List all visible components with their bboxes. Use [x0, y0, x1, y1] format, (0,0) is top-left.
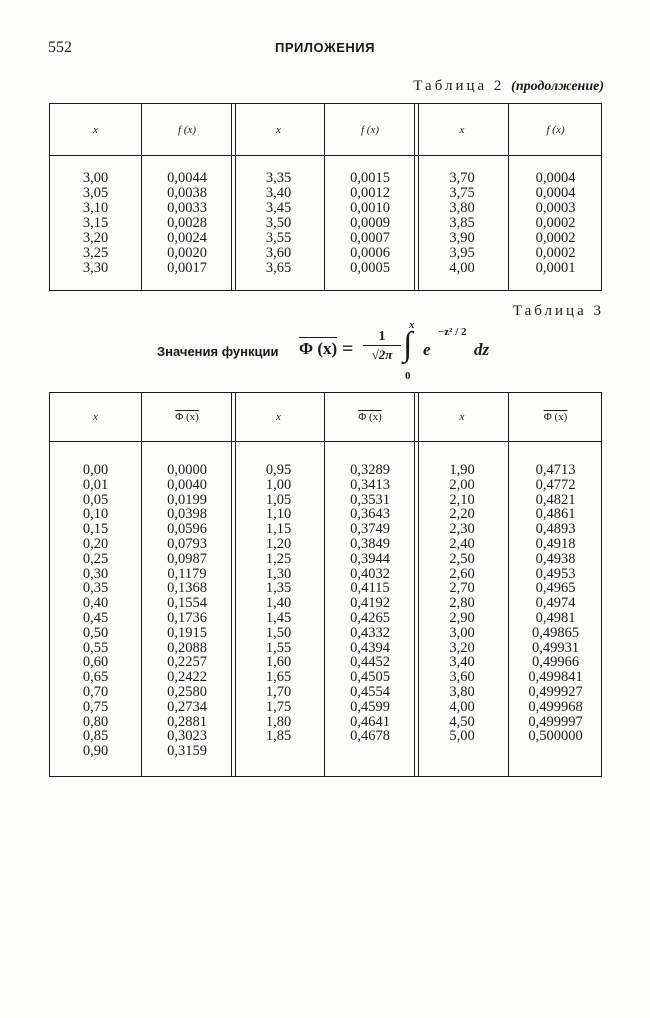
table-cell: 3,30 [82, 260, 109, 276]
table-cell: 0,4953 [535, 565, 576, 582]
table-column [508, 171, 603, 276]
table-cell: 0,00 [82, 462, 109, 478]
table-cell: 0,75 [82, 698, 109, 715]
table-column [416, 463, 508, 744]
column-header: f (x) [177, 123, 196, 136]
table-cell: 0,2734 [167, 698, 207, 715]
table-cell: 0,49865 [531, 624, 580, 641]
table-cell: 1,35 [265, 580, 292, 597]
table-cell: 3,90 [449, 230, 475, 246]
table-cell: 0,50 [82, 624, 109, 641]
table-column [233, 171, 324, 276]
table-cell: 0,0596 [167, 521, 207, 538]
table-cell: 0,0017 [167, 260, 207, 276]
table3-caption: Таблица 3 [512, 303, 604, 319]
table-cell: 0,499841 [528, 669, 583, 686]
table-cell: 3,60 [265, 245, 292, 261]
table-cell: 0,4115 [350, 580, 390, 597]
column-header: x [276, 411, 281, 423]
table-cell: 0,10 [82, 506, 109, 523]
table-cell: 0,55 [82, 639, 109, 656]
table-cell: 0,0038 [167, 185, 207, 201]
integral-lower-limit: 0 [405, 370, 411, 382]
table-cell: 0,3289 [350, 462, 390, 478]
formula-exp-base: e [423, 340, 431, 359]
table-cell: 0,500000 [528, 728, 583, 745]
table-cell: 0,3413 [350, 476, 390, 493]
table-cell: 0,0199 [167, 491, 207, 508]
table-cell: 0,49931 [531, 639, 580, 656]
table-cell: 3,05 [82, 185, 109, 201]
table-column [416, 171, 508, 276]
table-cell: 1,10 [265, 506, 292, 523]
table-cell: 0,40 [82, 595, 109, 612]
table-cell: 0,0020 [167, 245, 207, 261]
table-cell: 3,45 [265, 200, 292, 216]
table-cell: 0,0015 [350, 170, 390, 186]
table-cell: 0,0002 [535, 245, 576, 261]
table-cell: 0,4713 [535, 462, 576, 478]
table-cell: 4,50 [449, 713, 475, 730]
formula-equals: = [342, 338, 354, 360]
table-cell: 0,95 [265, 462, 292, 478]
table2-caption-cont: (продолжение) [511, 79, 604, 94]
table-cell: 1,40 [265, 595, 292, 612]
table-cell: 0,4505 [350, 669, 390, 686]
table-cell: 0,1915 [167, 624, 207, 641]
table-cell: 1,15 [265, 521, 292, 538]
table-cell: 3,75 [449, 185, 475, 201]
table-cell: 5,00 [449, 728, 475, 745]
table-cell: 3,40 [449, 654, 475, 671]
table-cell: 0,80 [82, 713, 109, 730]
table-cell: 0,1179 [167, 565, 207, 582]
table-cell: 0,0000 [167, 462, 207, 478]
table-cell: 0,0009 [350, 215, 390, 231]
table-cell: 0,4394 [350, 639, 390, 656]
table-cell: 3,65 [265, 260, 292, 276]
table-3 [49, 392, 602, 777]
table-cell: 0,0004 [535, 170, 576, 186]
column-header: Φ (x) [175, 411, 199, 423]
table-cell: 0,3159 [167, 743, 207, 760]
table-cell: 0,0006 [350, 245, 390, 261]
table-cell: 0,05 [82, 491, 109, 508]
table-2 [49, 103, 602, 291]
table3-title-formula [157, 319, 497, 385]
table-cell: 0,3944 [350, 550, 390, 567]
table-cell: 1,25 [265, 550, 292, 567]
table-cell: 0,4821 [535, 491, 576, 508]
table-cell: 0,0040 [167, 476, 207, 493]
table-column [324, 463, 416, 744]
table-cell: 2,10 [449, 491, 475, 508]
table-cell: 0,0004 [535, 185, 576, 201]
table-cell: 0,0012 [350, 185, 390, 201]
table-cell: 0,4192 [350, 595, 390, 612]
formula-numerator: 1 [363, 329, 401, 346]
table-cell: 0,4641 [350, 713, 390, 730]
table-cell: 0,30 [82, 565, 109, 582]
table2-caption [413, 78, 604, 95]
column-header: Φ (x) [543, 411, 568, 423]
table-cell: 0,0002 [535, 215, 576, 231]
table-cell: 0,4974 [535, 595, 576, 612]
table-cell: 0,3531 [350, 491, 390, 508]
table-cell: 0,4554 [350, 683, 390, 700]
table-cell: 0,0028 [167, 215, 207, 231]
table-cell: 3,80 [449, 683, 475, 700]
table-cell: 2,40 [449, 535, 475, 552]
table-cell: 0,45 [82, 609, 109, 626]
table-cell: 2,80 [449, 595, 475, 612]
running-head: ПРИЛОЖЕНИЯ [275, 40, 375, 55]
table-column [141, 463, 233, 759]
table-cell: 0,3643 [350, 506, 390, 523]
table-column [324, 171, 416, 276]
formula-fraction [363, 329, 401, 364]
column-header: Φ (x) [358, 411, 382, 423]
table-cell: 0,2881 [167, 713, 207, 730]
table-cell: 0,4032 [350, 565, 390, 582]
column-header: x [459, 123, 465, 136]
column-header: f (x) [360, 123, 379, 136]
table-cell: 3,70 [449, 170, 475, 186]
table-cell: 0,4893 [535, 521, 576, 538]
table-cell: 0,0005 [350, 260, 390, 276]
table-cell: 0,1554 [167, 595, 207, 612]
table-cell: 0,15 [82, 521, 109, 538]
page-number: 552 [48, 39, 72, 56]
table-cell: 1,60 [265, 654, 292, 671]
formula-denominator: √2π [371, 347, 393, 362]
table-cell: 3,20 [82, 230, 109, 246]
column-header: x [276, 123, 281, 136]
table-cell: 1,55 [265, 639, 292, 656]
table-cell: 3,55 [265, 230, 292, 246]
table-cell: 0,4772 [535, 476, 576, 493]
table-cell: 0,0024 [167, 230, 207, 246]
table-cell: 3,00 [82, 170, 109, 186]
column-header: f (x) [546, 123, 565, 136]
table-cell: 0,4918 [535, 535, 576, 552]
table-cell: 2,30 [449, 521, 475, 538]
table-cell: 3,50 [265, 215, 292, 231]
table-cell: 0,4265 [350, 609, 390, 626]
table-column [50, 171, 141, 276]
table-cell: 0,4981 [535, 609, 576, 626]
integral-upper-limit: x [409, 319, 415, 331]
table-cell: 3,60 [449, 669, 475, 686]
table-cell: 0,3849 [350, 535, 390, 552]
table-cell: 0,0793 [167, 535, 207, 552]
table-cell: 0,4861 [535, 506, 576, 523]
table-cell: 3,10 [82, 200, 109, 216]
table-cell: 0,0044 [167, 170, 207, 186]
table-cell: 0,2580 [167, 683, 207, 700]
table-cell: 3,15 [82, 215, 109, 231]
table-cell: 0,2422 [167, 669, 207, 686]
table-cell: 0,4678 [350, 728, 390, 745]
table-cell: 1,50 [265, 624, 292, 641]
table-cell: 0,0398 [167, 506, 207, 523]
table-cell: 0,49966 [531, 654, 580, 671]
table-cell: 2,70 [449, 580, 475, 597]
table-cell: 0,499968 [528, 698, 583, 715]
table-cell: 2,90 [449, 609, 475, 626]
table-cell: 2,00 [449, 476, 475, 493]
column-header: x [93, 411, 98, 423]
table-cell: 0,60 [82, 654, 109, 671]
table-cell: 0,499997 [528, 713, 583, 730]
table-cell: 0,0033 [167, 200, 207, 216]
table-cell: 0,35 [82, 580, 109, 597]
table-cell: 1,70 [265, 683, 292, 700]
table-cell: 1,80 [265, 713, 292, 730]
table-cell: 0,0987 [167, 550, 207, 567]
integral-sign: ∫ [403, 326, 413, 363]
table-cell: 0,25 [82, 550, 109, 567]
table-cell: 2,20 [449, 506, 475, 523]
table-cell: 0,01 [82, 476, 109, 493]
table-cell: 0,0003 [535, 200, 576, 216]
table-cell: 0,3749 [350, 521, 390, 538]
table-cell: 3,25 [82, 245, 109, 261]
formula-phi: Φ (x) [299, 339, 338, 358]
table-cell: 1,00 [265, 476, 292, 493]
table-cell: 1,75 [265, 698, 292, 715]
table-cell: 2,50 [449, 550, 475, 567]
table-cell: 2,60 [449, 565, 475, 582]
table-cell: 0,1736 [167, 609, 207, 626]
table-column [141, 171, 233, 276]
table-cell: 0,4965 [535, 580, 576, 597]
table-cell: 0,2257 [167, 654, 207, 671]
table-cell: 3,40 [265, 185, 292, 201]
table-cell: 1,85 [265, 728, 292, 745]
table-cell: 3,35 [265, 170, 292, 186]
table-cell: 0,4332 [350, 624, 390, 641]
table-cell: 3,20 [449, 639, 475, 656]
table-cell: 0,4938 [535, 550, 576, 567]
table-cell: 0,4599 [350, 698, 390, 715]
formula-label: Значения функции [157, 344, 279, 359]
table2-header-row [50, 104, 601, 156]
table-cell: 1,20 [265, 535, 292, 552]
table-cell: 0,3023 [167, 728, 207, 745]
table-cell: 0,0007 [350, 230, 390, 246]
table-column [508, 463, 603, 744]
table-cell: 0,4452 [350, 654, 390, 671]
table-cell: 3,00 [449, 624, 475, 641]
column-header: x [459, 411, 465, 423]
formula-dz: dz [474, 340, 490, 359]
table-cell: 1,65 [265, 669, 292, 686]
table-cell: 0,499927 [528, 683, 583, 700]
table-cell: 1,05 [265, 491, 292, 508]
table-cell: 4,00 [449, 698, 475, 715]
table3-header-row [50, 393, 601, 442]
table-cell: 4,00 [449, 260, 475, 276]
table-cell: 0,20 [82, 535, 109, 552]
table-cell: 0,0001 [535, 260, 576, 276]
table-cell: 0,90 [82, 743, 109, 760]
table-cell: 3,95 [449, 245, 475, 261]
table-cell: 0,70 [82, 683, 109, 700]
column-header: x [93, 123, 98, 136]
table-column [50, 463, 141, 759]
table-column [233, 463, 324, 744]
table-cell: 0,0010 [350, 200, 390, 216]
table-cell: 0,85 [82, 728, 109, 745]
table-cell: 1,90 [449, 462, 475, 478]
table-cell: 0,2088 [167, 639, 207, 656]
table-cell: 0,65 [82, 669, 109, 686]
table-cell: 0,0002 [535, 230, 576, 246]
table-cell: 3,85 [449, 215, 475, 231]
table-cell: 3,80 [449, 200, 475, 216]
formula-exponent: −z² / 2 [438, 326, 467, 338]
table-cell: 1,45 [265, 609, 292, 626]
table-cell: 0,1368 [167, 580, 207, 597]
table2-caption-label: Таблица 2 [413, 78, 505, 94]
table-cell: 1,30 [265, 565, 292, 582]
